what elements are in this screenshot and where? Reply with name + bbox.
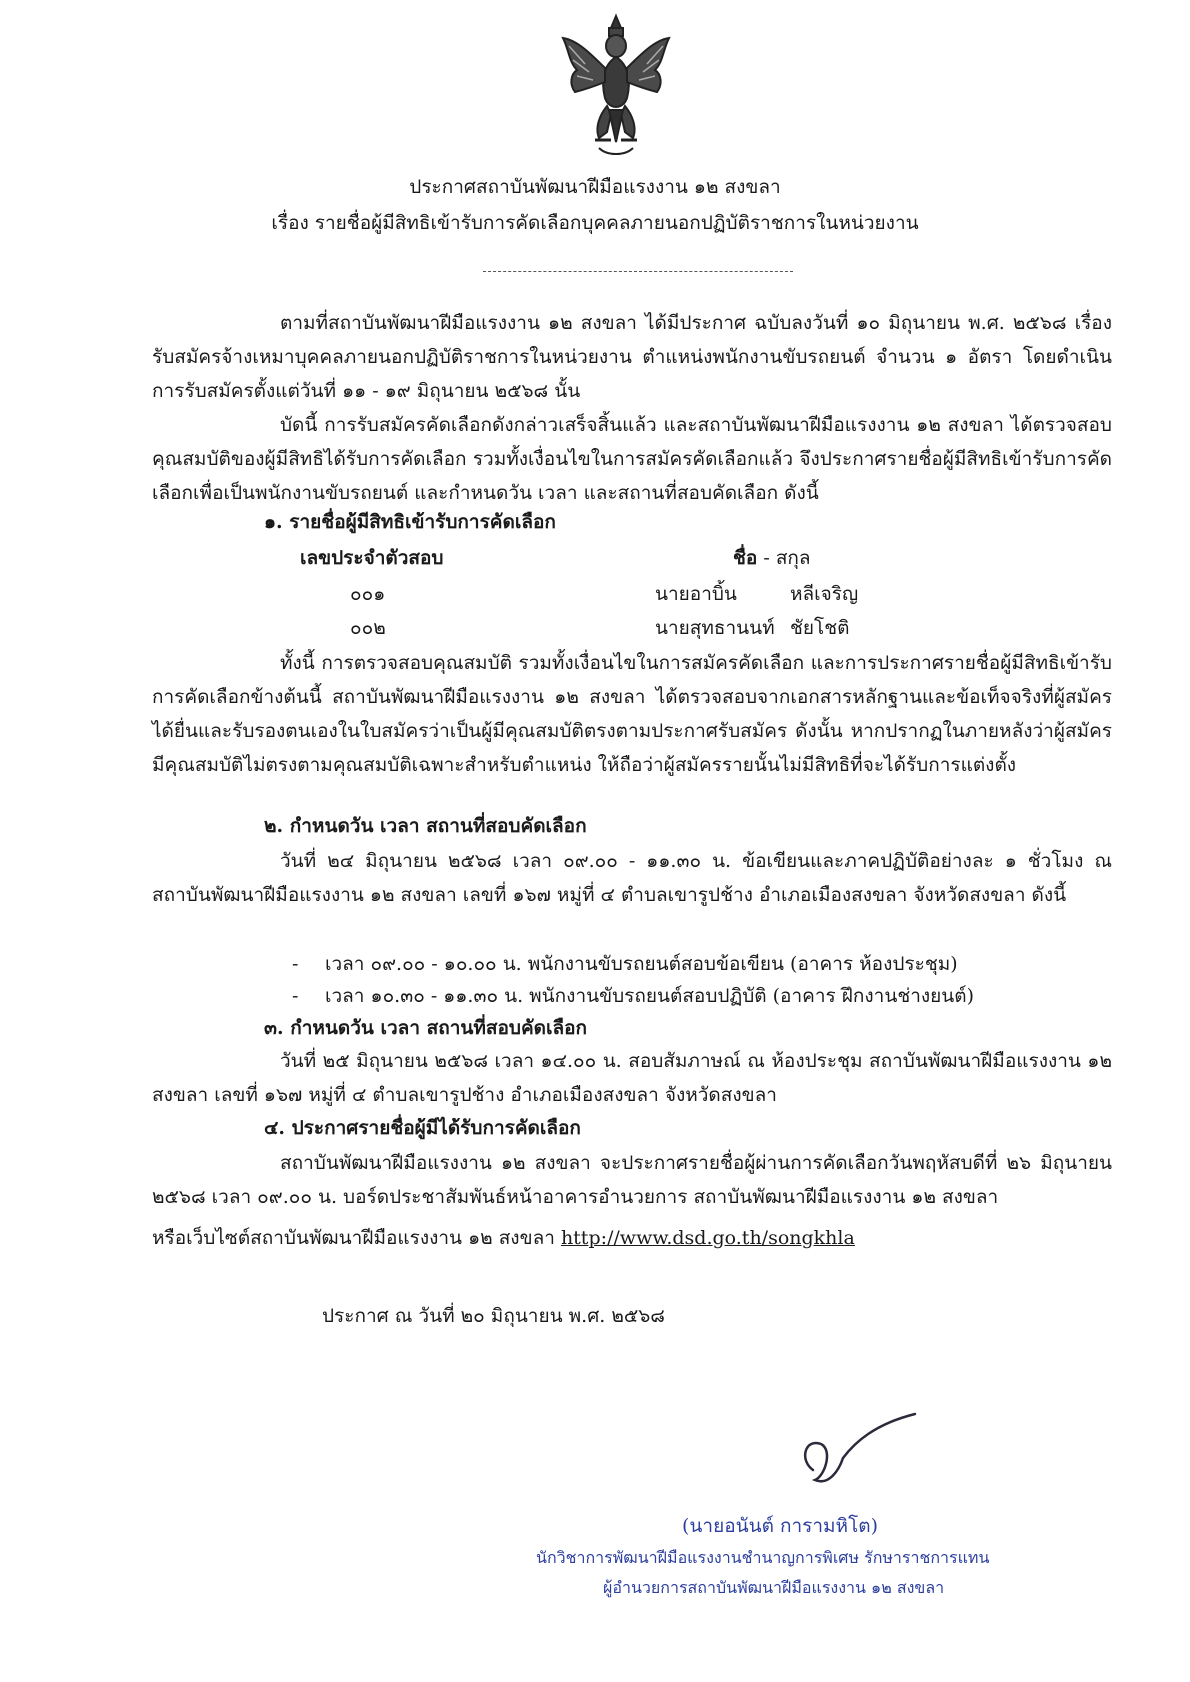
section-4-heading: ๔. ประกาศรายชื่อผู้มีได้รับการคัดเลือก [264, 1117, 581, 1139]
section-3-body: วันที่ ๒๕ มิถุนายน ๒๕๖๘ เวลา ๑๔.๐๐ น. สอบสัมภาษณ์ ณ ห้องประชุม สถาบันพัฒนาฝีมือแรงงาน ๑๒ สงขลา เลขที่ ๑๖๗ หมู่ที่ ๔ ตำบลเขารูปช้าง อำเภอเมืองสงขลา จังหวัดสงขลา [152, 1050, 1112, 1106]
garuda-emblem-icon [555, 10, 677, 160]
schedule-dash-2: - [292, 985, 299, 1007]
schedule-dash-1: - [292, 953, 299, 975]
candidate-2-last-name: ชัยโชติ [790, 617, 850, 639]
schedule-item-practical: เวลา ๑๐.๓๐ - ๑๑.๓๐ น. พนักงานขับรถยนต์สอบปฏิบัติ (อาคาร ฝึกงานช่างยนต์) [325, 985, 975, 1007]
announcement-date: ประกาศ ณ วันที่ ๒๐ มิถุนายน พ.ศ. ๒๕๖๘ [322, 1305, 665, 1327]
candidate-1-first-name: นายอาบิ้น [655, 583, 737, 605]
signer-name: (นายอนันต์ การามหิโต) [682, 1515, 879, 1537]
candidate-2-first-name: นายสุทธานนท์ [655, 617, 775, 639]
section-4-body: สถาบันพัฒนาฝีมือแรงงาน ๑๒ สงขลา จะประกาศรายชื่อผู้ผ่านการคัดเลือกวันพฤหัสบดีที่ ๒๖ มิถุนายน ๒๕๖๘ เวลา ๐๙.๐๐ น. บอร์ดประชาสัมพันธ์หน้าอาคารอำนวยการ สถาบันพัฒนาฝีมือแรงงาน ๑๒ สงขลา [152, 1152, 1112, 1208]
handwritten-signature-icon [795, 1410, 925, 1500]
column-header-first: ชื่อ [733, 547, 758, 569]
website-link[interactable]: http://www.dsd.go.th/songkhla [560, 1227, 855, 1249]
signer-organization: ผู้อำนวยการสถาบันพัฒนาฝีมือแรงงาน ๑๒ สงขลา [603, 1578, 945, 1597]
candidate-1-last-name: หลีเจริญ [790, 583, 859, 605]
website-line [152, 1224, 855, 1252]
qualification-note: ทั้งนี้ การตรวจสอบคุณสมบัติ รวมทั้งเงื่อนไขในการสมัครคัดเลือก และการประกาศรายชื่อผู้มีสิทธิเข้ารับการคัดเลือกข้างต้นนี้ สถาบันพัฒนาฝีมือแรงงาน ๑๒ สงขลา ได้ตรวจสอบจากเอกสารหลักฐานและข้อเท็จจริงที่ผู้สมัครได้ยื่นและรับรองตนเองในใบสมัครว่าเป็นผู้มีคุณสมบัติตรงตามประกาศรับสมัคร ดังนั้น หากปรากฏในภายหลังว่าผู้สมัครมีคุณสมบัติไม่ตรงตามคุณสมบัติเฉพาะสำหรับตำแหน่ง ให้ถือว่าผู้สมัครรายนั้นไม่มีสิทธิที่จะได้รับการแต่งตั้ง [152, 652, 1112, 776]
column-header-name [733, 544, 811, 572]
title-divider [483, 271, 793, 272]
section-3-heading: ๓. กำหนดวัน เวลา สถานที่สอบคัดเลือก [264, 1017, 588, 1039]
candidate-1-id: ๐๐๑ [350, 583, 386, 605]
intro-paragraph-1: ตามที่สถาบันพัฒนาฝีมือแรงงาน ๑๒ สงขลา ได้มีประกาศ ฉบับลงวันที่ ๑๐ มิถุนายน พ.ศ. ๒๕๖๘ เรื่อง รับสมัครจ้างเหมาบุคคลภายนอกปฏิบัติราชการในหน่วยงาน ตำแหน่งพนักงานขับรถยนต์ จำนวน ๑ อัตรา โดยดำเนินการรับสมัครตั้งแต่วันที่ ๑๑ - ๑๙ มิถุนายน ๒๕๖๘ นั้น [152, 312, 1112, 402]
candidate-2-id: ๐๐๒ [350, 617, 386, 639]
column-header-surname: - สกุล [763, 547, 811, 569]
section-1-heading: ๑. รายชื่อผู้มีสิทธิเข้ารับการคัดเลือก [264, 511, 556, 533]
section-2-body: วันที่ ๒๔ มิถุนายน ๒๕๖๘ เวลา ๐๙.๐๐ - ๑๑.๓๐ น. ข้อเขียนและภาคปฏิบัติอย่างละ ๑ ชั่วโมง ณ สถาบันพัฒนาฝีมือแรงงาน ๑๒ สงขลา เลขที่ ๑๖๗ หมู่ที่ ๔ ตำบลเขารูปช้าง อำเภอเมืองสงขลา จังหวัดสงขลา ดังนี้ [152, 850, 1112, 906]
website-prefix: หรือเว็บไซต์สถาบันพัฒนาฝีมือแรงงาน ๑๒ สงขลา [152, 1227, 555, 1249]
intro-paragraph-2: บัดนี้ การรับสมัครคัดเลือกดังกล่าวเสร็จสิ้นแล้ว และสถาบันพัฒนาฝีมือแรงงาน ๑๒ สงขลา ได้ตรวจสอบคุณสมบัติของผู้มีสิทธิได้รับการคัดเลือก รวมทั้งเงื่อนไขในการสมัครคัดเลือกแล้ว จึงประกาศรายชื่อผู้มีสิทธิเข้ารับการคัดเลือกเพื่อเป็นพนักงานขับรถยนต์ และกำหนดวัน เวลา และสถานที่สอบคัดเลือก ดังนี้ [152, 414, 1112, 504]
column-header-exam-id: เลขประจำตัวสอบ [300, 547, 444, 569]
page-title: ประกาศสถาบันพัฒนาฝีมือแรงงาน ๑๒ สงขลา [409, 176, 781, 198]
section-2-heading: ๒. กำหนดวัน เวลา สถานที่สอบคัดเลือก [264, 815, 587, 837]
schedule-item-written: เวลา ๐๙.๐๐ - ๑๐.๐๐ น. พนักงานขับรถยนต์สอบข้อเขียน (อาคาร ห้องประชุม) [325, 953, 958, 975]
page-subject: เรื่อง รายชื่อผู้มีสิทธิเข้ารับการคัดเลือกบุคคลภายนอกปฏิบัติราชการในหน่วยงาน [271, 212, 919, 234]
signer-position: นักวิชาการพัฒนาฝีมือแรงงานชำนาญการพิเศษ รักษาราชการแทน [536, 1548, 990, 1567]
